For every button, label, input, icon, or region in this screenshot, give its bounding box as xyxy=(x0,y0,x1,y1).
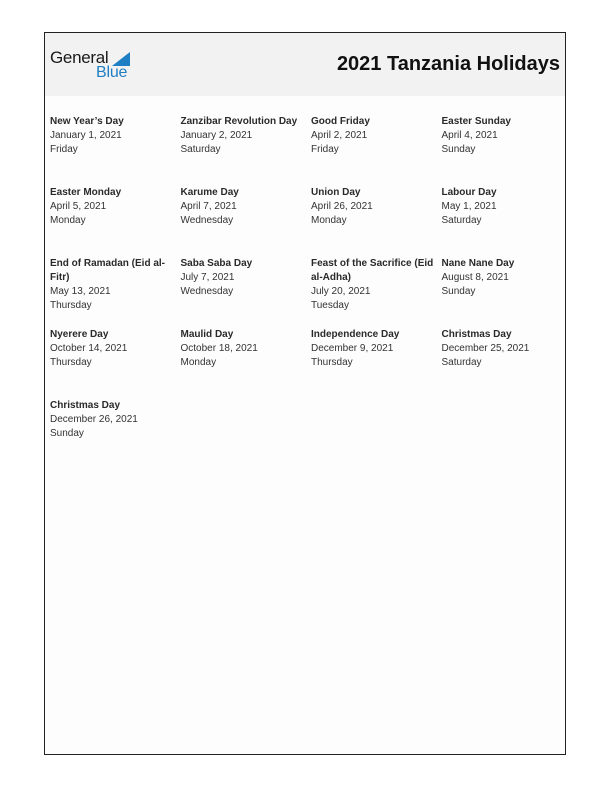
holiday-weekday: Monday xyxy=(50,215,86,226)
holiday-entry xyxy=(311,257,442,328)
holiday-date: July 20, 2021 xyxy=(311,286,371,297)
holiday-weekday: Thursday xyxy=(311,357,353,368)
holiday-entry xyxy=(442,115,570,186)
holiday-entry xyxy=(311,328,442,399)
holiday-weekday: Sunday xyxy=(441,286,476,297)
holiday-entry xyxy=(181,186,312,257)
holiday-entry xyxy=(50,399,181,470)
holiday-name: Easter Sunday xyxy=(441,116,511,127)
holiday-name: Easter Monday xyxy=(50,187,122,198)
holiday-entry xyxy=(311,115,442,186)
holiday-weekday: Saturday xyxy=(441,357,482,368)
holiday-weekday: Monday xyxy=(180,357,217,368)
holiday-date: April 7, 2021 xyxy=(180,201,237,212)
holiday-entry xyxy=(50,328,181,399)
holiday-name: Nane Nane Day xyxy=(441,258,515,269)
holiday-weekday: Sunday xyxy=(441,144,476,155)
holiday-name: Karume Day xyxy=(180,187,239,198)
page-frame xyxy=(44,32,566,755)
holiday-name: Independence Day xyxy=(311,329,400,340)
holiday-entry xyxy=(311,186,442,257)
holiday-weekday: Wednesday xyxy=(180,286,234,297)
holiday-weekday: Thursday xyxy=(50,300,92,311)
holiday-weekday: Monday xyxy=(311,215,347,226)
holiday-name: Good Friday xyxy=(311,116,370,127)
holiday-weekday: Tuesday xyxy=(311,300,349,311)
holiday-name: Christmas Day xyxy=(441,329,512,340)
holiday-weekday: Friday xyxy=(50,144,78,155)
holiday-name: Maulid Day xyxy=(180,329,234,340)
holiday-name: Labour Day xyxy=(441,187,497,198)
holiday-entry xyxy=(181,257,312,328)
logo-word-general: General xyxy=(50,48,109,67)
holiday-name: End of Ramadan (Eid al-Fitr) xyxy=(50,258,166,283)
holiday-weekday: Saturday xyxy=(441,215,482,226)
holiday-entry xyxy=(181,328,312,399)
holiday-date: October 14, 2021 xyxy=(50,343,128,354)
holiday-entry xyxy=(442,328,570,399)
holiday-date: December 26, 2021 xyxy=(50,414,138,425)
holiday-entry xyxy=(50,257,181,328)
holiday-weekday: Friday xyxy=(311,144,339,155)
holiday-name: Christmas Day xyxy=(50,400,121,411)
holiday-name: Zanzibar Revolution Day xyxy=(180,116,298,127)
holiday-date: January 2, 2021 xyxy=(180,130,253,141)
holiday-entry xyxy=(50,115,181,186)
holiday-date: May 13, 2021 xyxy=(50,286,111,297)
header-band xyxy=(45,33,565,96)
holiday-weekday: Saturday xyxy=(180,144,221,155)
page-title: 2021 Tanzania Holidays xyxy=(336,53,560,75)
holiday-weekday: Sunday xyxy=(50,428,84,439)
holiday-date: April 2, 2021 xyxy=(311,130,368,141)
holiday-name: Saba Saba Day xyxy=(180,258,253,269)
holiday-date: December 9, 2021 xyxy=(311,343,394,354)
holiday-date: December 25, 2021 xyxy=(441,343,530,354)
holiday-date: July 7, 2021 xyxy=(180,272,235,283)
holiday-name: Feast of the Sacrifice (Eid al-Adha) xyxy=(311,258,434,283)
holiday-entry xyxy=(50,186,181,257)
holiday-entry xyxy=(442,257,570,328)
holiday-date: October 18, 2021 xyxy=(180,343,258,354)
holiday-date: April 5, 2021 xyxy=(50,201,107,212)
holiday-entry xyxy=(181,115,312,186)
holiday-weekday: Wednesday xyxy=(180,215,234,226)
holiday-date: April 26, 2021 xyxy=(311,201,373,212)
holiday-grid xyxy=(50,115,570,470)
holiday-entry xyxy=(442,186,570,257)
holiday-date: April 4, 2021 xyxy=(441,130,498,141)
logo-word-blue: Blue xyxy=(96,64,128,81)
holiday-name: Nyerere Day xyxy=(50,329,109,340)
holiday-name: Union Day xyxy=(311,187,361,198)
holiday-date: May 1, 2021 xyxy=(441,201,497,212)
holiday-date: January 1, 2021 xyxy=(50,130,122,141)
holiday-date: August 8, 2021 xyxy=(441,272,509,283)
generalblue-logo xyxy=(50,48,140,82)
holiday-weekday: Thursday xyxy=(50,357,92,368)
holiday-name: New Year’s Day xyxy=(50,116,124,127)
